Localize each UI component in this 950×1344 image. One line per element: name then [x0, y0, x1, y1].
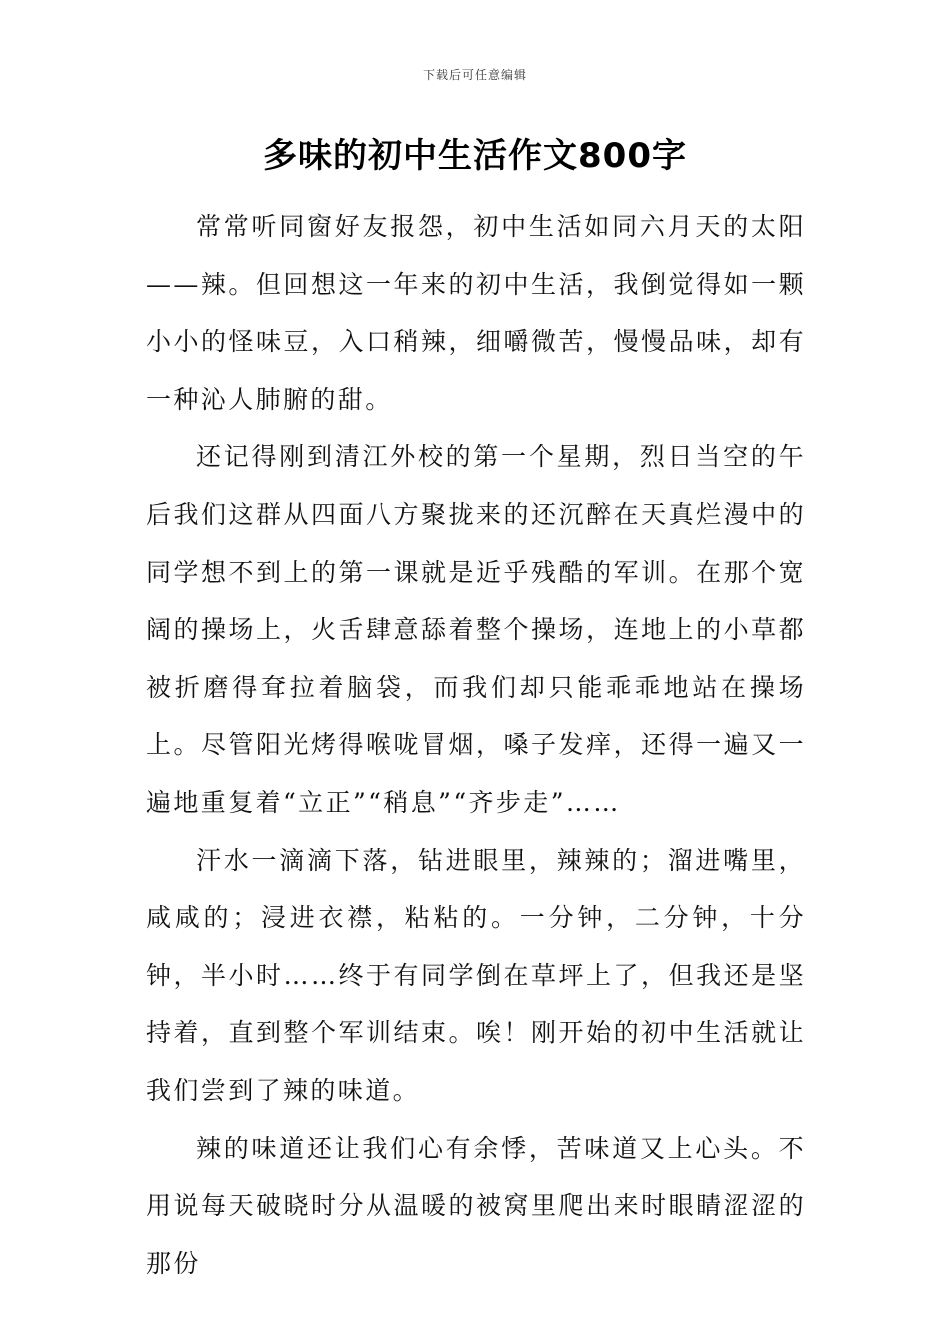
- paragraph-4: 辣的味道还让我们心有余悸，苦味道又上心头。不用说每天破晓时分从温暖的被窝里爬出来时眼睛涩涩的那份: [146, 1133, 806, 1278]
- document-title: 多味的初中生活作文800字: [263, 136, 687, 176]
- paragraph-2: 还记得刚到清江外校的第一个星期，烈日当空的午后我们这群从四面八方聚拢来的还沉醉在天真烂漫中的同学想不到上的第一课就是近乎残酷的军训。在那个宽阔的操场上，火舌肆意舔着整个操场，连地上的小草都被折磨得耷拉着脑袋，而我们却只能乖乖地站在操场上。尽管阳光烤得喉咙冒烟，嗓子发痒，还得一遍又一遍地重复着“立正”“稍息”“齐步走”……: [146, 442, 806, 817]
- paragraph-3: 汗水一滴滴下落，钻进眼里，辣辣的；溜进嘴里，咸咸的；浸进衣襟，粘粘的。一分钟，二分钟，十分钟，半小时……终于有同学倒在草坪上了，但我还是坚持着，直到整个军训结束。唉！刚开始的初中生活就让我们尝到了辣的味道。: [146, 845, 806, 1105]
- document-body: [146, 198, 806, 1292]
- header-note: 下载后可任意编辑: [422, 68, 527, 82]
- paragraph-1: 常常听同窗好友报怨，初中生活如同六月天的太阳——辣。但回想这一年来的初中生活，我倒觉得如一颗小小的怪味豆，入口稍辣，细嚼微苦，慢慢品味，却有一种沁人肺腑的甜。: [146, 212, 806, 414]
